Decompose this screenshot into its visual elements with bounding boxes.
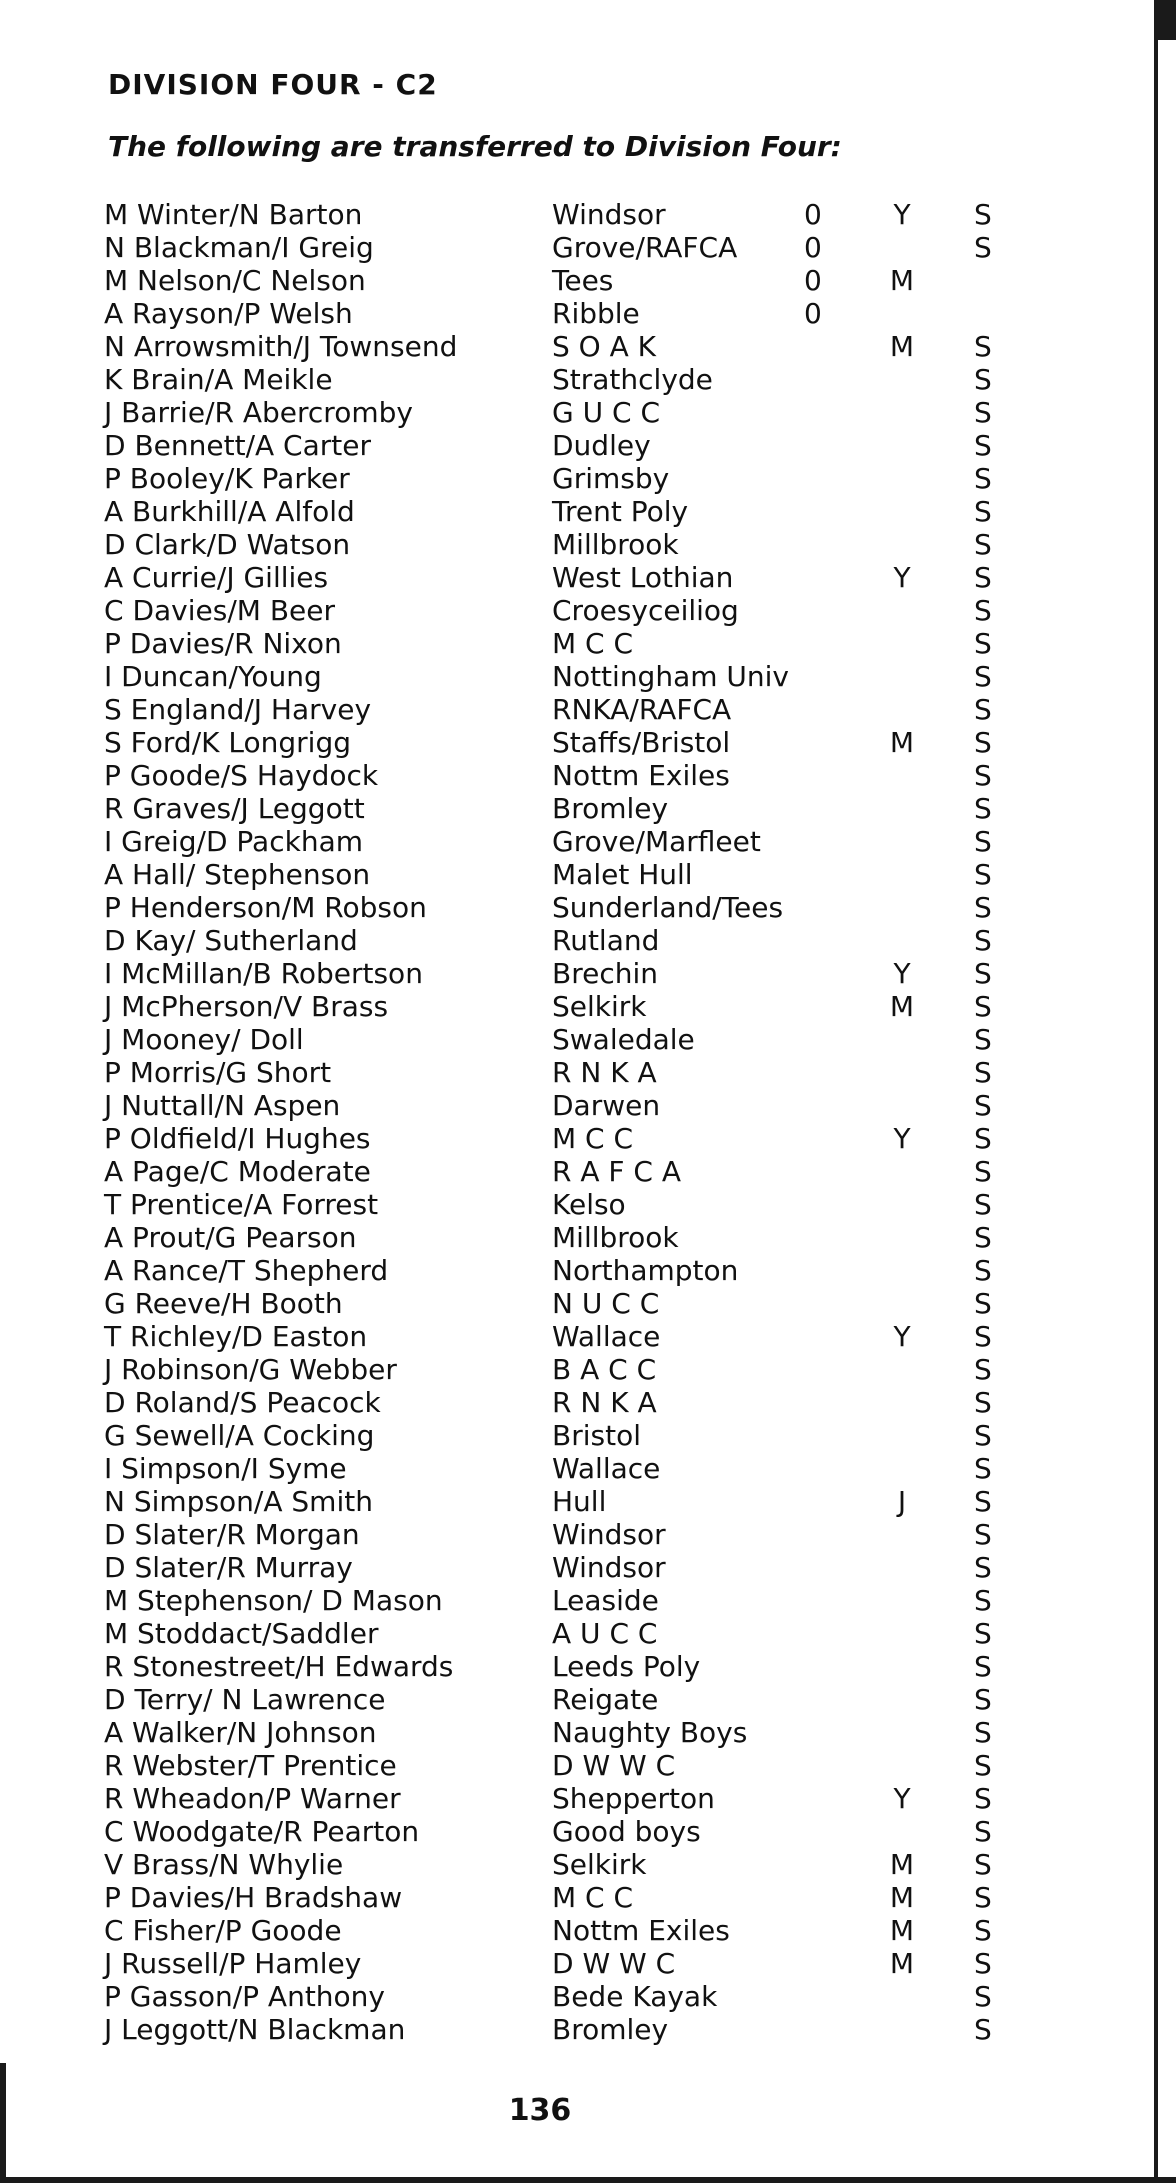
list-item <box>100 825 1020 858</box>
list-item <box>100 528 1020 561</box>
pair-names: S Ford/K Longrigg <box>104 726 351 759</box>
s-mark: S <box>974 1320 992 1353</box>
list-item <box>100 1023 1020 1056</box>
s-mark: S <box>974 1584 992 1617</box>
s-mark: S <box>974 2013 992 2046</box>
s-mark: S <box>974 825 992 858</box>
pair-names: J Mooney/ Doll <box>104 1023 304 1056</box>
category-code: J <box>897 1485 907 1518</box>
club-name: A U C C <box>552 1617 658 1650</box>
list-item <box>100 1452 1020 1485</box>
club-name: Dudley <box>552 429 651 462</box>
pair-names: A Page/C Moderate <box>104 1155 371 1188</box>
category-code: M <box>889 1881 915 1914</box>
list-item <box>100 561 1020 594</box>
club-name: Tees <box>552 264 614 297</box>
club-name: Staffs/Bristol <box>552 726 731 759</box>
zero-mark: 0 <box>804 198 822 231</box>
s-mark: S <box>974 1221 992 1254</box>
s-mark: S <box>974 1353 992 1386</box>
list-item <box>100 462 1020 495</box>
pair-names: D Kay/ Sutherland <box>104 924 358 957</box>
pair-names: A Rance/T Shepherd <box>104 1254 389 1287</box>
club-name: Sunderland/Tees <box>552 891 784 924</box>
s-mark: S <box>974 1188 992 1221</box>
list-item <box>100 594 1020 627</box>
s-mark: S <box>974 1254 992 1287</box>
s-mark: S <box>974 1683 992 1716</box>
s-mark: S <box>974 396 992 429</box>
zero-mark: 0 <box>804 297 822 330</box>
list-item <box>100 363 1020 396</box>
s-mark: S <box>974 1155 992 1188</box>
pair-names: D Bennett/A Carter <box>104 429 371 462</box>
club-name: M C C <box>552 1122 634 1155</box>
s-mark: S <box>974 1881 992 1914</box>
pair-names: P Davies/H Bradshaw <box>104 1881 403 1914</box>
pair-names: A Prout/G Pearson <box>104 1221 357 1254</box>
entries-list <box>100 198 1020 2046</box>
pair-names: T Prentice/A Forrest <box>104 1188 379 1221</box>
list-item <box>100 1551 1020 1584</box>
club-name: Wallace <box>552 1452 661 1485</box>
s-mark: S <box>974 1914 992 1947</box>
club-name: D W W C <box>552 1947 676 1980</box>
club-name: Wallace <box>552 1320 661 1353</box>
s-mark: S <box>974 726 992 759</box>
list-item <box>100 990 1020 1023</box>
list-item <box>100 429 1020 462</box>
list-item <box>100 957 1020 990</box>
list-item <box>100 1815 1020 1848</box>
pair-names: J Robinson/G Webber <box>104 1353 397 1386</box>
s-mark: S <box>974 231 992 264</box>
list-item <box>100 1386 1020 1419</box>
club-name: Bristol <box>552 1419 641 1452</box>
pair-names: P Booley/K Parker <box>104 462 350 495</box>
page-title: DIVISION FOUR - C2 <box>108 68 438 101</box>
club-name: Kelso <box>552 1188 626 1221</box>
list-item <box>100 1122 1020 1155</box>
list-item <box>100 396 1020 429</box>
club-name: Grove/RAFCA <box>552 231 738 264</box>
list-item <box>100 231 1020 264</box>
club-name: Strathclyde <box>552 363 713 396</box>
s-mark: S <box>974 495 992 528</box>
page-edge-corner <box>1158 0 1176 40</box>
category-code: M <box>889 1848 915 1881</box>
list-item <box>100 1881 1020 1914</box>
club-name: B A C C <box>552 1353 657 1386</box>
s-mark: S <box>974 957 992 990</box>
list-item <box>100 1782 1020 1815</box>
club-name: Bromley <box>552 2013 669 2046</box>
pair-names: M Nelson/C Nelson <box>104 264 366 297</box>
pair-names: A Walker/N Johnson <box>104 1716 377 1749</box>
list-item <box>100 1518 1020 1551</box>
club-name: Leaside <box>552 1584 659 1617</box>
category-code: M <box>889 990 915 1023</box>
pair-names: M Winter/N Barton <box>104 198 363 231</box>
list-item <box>100 264 1020 297</box>
s-mark: S <box>974 1089 992 1122</box>
list-item <box>100 1848 1020 1881</box>
zero-mark: 0 <box>804 264 822 297</box>
pair-names: R Wheadon/P Warner <box>104 1782 401 1815</box>
s-mark: S <box>974 594 992 627</box>
s-mark: S <box>974 759 992 792</box>
s-mark: S <box>974 1782 992 1815</box>
s-mark: S <box>974 1419 992 1452</box>
pair-names: P Gasson/P Anthony <box>104 1980 385 2013</box>
list-item <box>100 1650 1020 1683</box>
category-code: Y <box>893 1320 911 1353</box>
pair-names: R Graves/J Leggott <box>104 792 365 825</box>
s-mark: S <box>974 693 992 726</box>
list-item <box>100 1947 1020 1980</box>
club-name: RNKA/RAFCA <box>552 693 732 726</box>
club-name: Swaledale <box>552 1023 695 1056</box>
category-code: Y <box>893 957 911 990</box>
list-item <box>100 1617 1020 1650</box>
s-mark: S <box>974 1947 992 1980</box>
s-mark: S <box>974 462 992 495</box>
pair-names: A Hall/ Stephenson <box>104 858 371 891</box>
club-name: Millbrook <box>552 528 679 561</box>
list-item <box>100 2013 1020 2046</box>
pair-names: A Currie/J Gillies <box>104 561 329 594</box>
s-mark: S <box>974 924 992 957</box>
s-mark: S <box>974 429 992 462</box>
pair-names: C Woodgate/R Pearton <box>104 1815 420 1848</box>
pair-names: G Sewell/A Cocking <box>104 1419 375 1452</box>
pair-names: K Brain/A Meikle <box>104 363 333 396</box>
s-mark: S <box>974 198 992 231</box>
club-name: Malet Hull <box>552 858 693 891</box>
list-item <box>100 330 1020 363</box>
pair-names: T Richley/D Easton <box>104 1320 368 1353</box>
club-name: Hull <box>552 1485 607 1518</box>
pair-names: I Greig/D Packham <box>104 825 363 858</box>
club-name: Croesyceiliog <box>552 594 739 627</box>
list-item <box>100 660 1020 693</box>
s-mark: S <box>974 363 992 396</box>
category-code: Y <box>893 1782 911 1815</box>
pair-names: J McPherson/V Brass <box>104 990 389 1023</box>
club-name: Rutland <box>552 924 660 957</box>
pair-names: D Clark/D Watson <box>104 528 351 561</box>
club-name: Nottm Exiles <box>552 759 730 792</box>
pair-names: J Russell/P Hamley <box>104 1947 362 1980</box>
s-mark: S <box>974 660 992 693</box>
pair-names: M Stoddact/Saddler <box>104 1617 379 1650</box>
club-name: Northampton <box>552 1254 739 1287</box>
pair-names: D Slater/R Morgan <box>104 1518 360 1551</box>
club-name: Leeds Poly <box>552 1650 701 1683</box>
club-name: West Lothian <box>552 561 734 594</box>
club-name: Windsor <box>552 1518 666 1551</box>
s-mark: S <box>974 528 992 561</box>
list-item <box>100 1683 1020 1716</box>
pair-names: S England/J Harvey <box>104 693 372 726</box>
club-name: Selkirk <box>552 990 647 1023</box>
pair-names: P Henderson/M Robson <box>104 891 427 924</box>
list-item <box>100 924 1020 957</box>
pair-names: A Burkhill/A Alfold <box>104 495 355 528</box>
pair-names: N Simpson/A Smith <box>104 1485 373 1518</box>
club-name: Trent Poly <box>552 495 689 528</box>
list-item <box>100 693 1020 726</box>
list-item <box>100 726 1020 759</box>
pair-names: R Webster/T Prentice <box>104 1749 397 1782</box>
s-mark: S <box>974 1749 992 1782</box>
s-mark: S <box>974 1287 992 1320</box>
s-mark: S <box>974 1122 992 1155</box>
club-name: Windsor <box>552 198 666 231</box>
list-item <box>100 1287 1020 1320</box>
page-edge-right <box>1146 0 1176 2183</box>
list-item <box>100 1221 1020 1254</box>
pair-names: P Morris/G Short <box>104 1056 332 1089</box>
s-mark: S <box>974 1617 992 1650</box>
category-code: M <box>889 1914 915 1947</box>
club-name: D W W C <box>552 1749 676 1782</box>
list-item <box>100 1254 1020 1287</box>
s-mark: S <box>974 1023 992 1056</box>
s-mark: S <box>974 1815 992 1848</box>
zero-mark: 0 <box>804 231 822 264</box>
pair-names: A Rayson/P Welsh <box>104 297 353 330</box>
category-code: M <box>889 726 915 759</box>
s-mark: S <box>974 891 992 924</box>
pair-names: D Roland/S Peacock <box>104 1386 381 1419</box>
s-mark: S <box>974 1716 992 1749</box>
club-name: R N K A <box>552 1386 657 1419</box>
list-item <box>100 1980 1020 2013</box>
pair-names: P Davies/R Nixon <box>104 627 342 660</box>
list-item <box>100 792 1020 825</box>
pair-names: N Blackman/I Greig <box>104 231 374 264</box>
club-name: M C C <box>552 1881 634 1914</box>
s-mark: S <box>974 1551 992 1584</box>
s-mark: S <box>974 1848 992 1881</box>
club-name: Selkirk <box>552 1848 647 1881</box>
pair-names: J Leggott/N Blackman <box>104 2013 406 2046</box>
s-mark: S <box>974 561 992 594</box>
list-item <box>100 1914 1020 1947</box>
pair-names: G Reeve/H Booth <box>104 1287 343 1320</box>
s-mark: S <box>974 1452 992 1485</box>
club-name: Naughty Boys <box>552 1716 748 1749</box>
club-name: R N K A <box>552 1056 657 1089</box>
category-code: M <box>889 264 915 297</box>
s-mark: S <box>974 990 992 1023</box>
s-mark: S <box>974 792 992 825</box>
list-item <box>100 1485 1020 1518</box>
pair-names: J Nuttall/N Aspen <box>104 1089 341 1122</box>
club-name: Grove/Marfleet <box>552 825 761 858</box>
club-name: Nottingham Univ <box>552 660 790 693</box>
list-item <box>100 1584 1020 1617</box>
pair-names: I Simpson/I Syme <box>104 1452 347 1485</box>
club-name: N U C C <box>552 1287 660 1320</box>
list-item <box>100 1155 1020 1188</box>
pair-names: J Barrie/R Abercromby <box>104 396 413 429</box>
club-name: Millbrook <box>552 1221 679 1254</box>
list-item <box>100 1419 1020 1452</box>
category-code: Y <box>893 198 911 231</box>
category-code: Y <box>893 561 911 594</box>
s-mark: S <box>974 858 992 891</box>
list-item <box>100 858 1020 891</box>
s-mark: S <box>974 1980 992 2013</box>
pair-names: C Fisher/P Goode <box>104 1914 342 1947</box>
pair-names: P Oldfield/I Hughes <box>104 1122 371 1155</box>
s-mark: S <box>974 1518 992 1551</box>
list-item <box>100 198 1020 231</box>
club-name: Grimsby <box>552 462 670 495</box>
club-name: Windsor <box>552 1551 666 1584</box>
club-name: Bromley <box>552 792 669 825</box>
s-mark: S <box>974 1056 992 1089</box>
list-item <box>100 1716 1020 1749</box>
pair-names: R Stonestreet/H Edwards <box>104 1650 454 1683</box>
club-name: M C C <box>552 627 634 660</box>
list-item <box>100 1089 1020 1122</box>
club-name: Brechin <box>552 957 658 990</box>
pair-names: C Davies/M Beer <box>104 594 335 627</box>
pair-names: D Slater/R Murray <box>104 1551 353 1584</box>
club-name: Nottm Exiles <box>552 1914 730 1947</box>
club-name: Reigate <box>552 1683 659 1716</box>
club-name: Darwen <box>552 1089 661 1122</box>
s-mark: S <box>974 1650 992 1683</box>
list-item <box>100 495 1020 528</box>
pair-names: P Goode/S Haydock <box>104 759 379 792</box>
page-number: 136 <box>508 2093 572 2128</box>
list-item <box>100 297 1020 330</box>
list-item <box>100 1320 1020 1353</box>
list-item <box>100 1056 1020 1089</box>
club-name: S O A K <box>552 330 657 363</box>
club-name: R A F C A <box>552 1155 682 1188</box>
club-name: Ribble <box>552 297 640 330</box>
list-item <box>100 891 1020 924</box>
s-mark: S <box>974 1386 992 1419</box>
s-mark: S <box>974 1485 992 1518</box>
category-code: M <box>889 330 915 363</box>
page-edge-bottom <box>0 2177 1176 2183</box>
category-code: Y <box>893 1122 911 1155</box>
list-item <box>100 1749 1020 1782</box>
pair-names: D Terry/ N Lawrence <box>104 1683 386 1716</box>
page-subtitle: The following are transferred to Division Four: <box>108 130 842 163</box>
club-name: G U C C <box>552 396 660 429</box>
pair-names: I Duncan/Young <box>104 660 322 693</box>
list-item <box>100 627 1020 660</box>
club-name: Good boys <box>552 1815 701 1848</box>
club-name: Bede Kayak <box>552 1980 718 2013</box>
pair-names: M Stephenson/ D Mason <box>104 1584 443 1617</box>
list-item <box>100 1188 1020 1221</box>
pair-names: I McMillan/B Robertson <box>104 957 423 990</box>
club-name: Shepperton <box>552 1782 715 1815</box>
category-code: M <box>889 1947 915 1980</box>
list-item <box>100 759 1020 792</box>
pair-names: N Arrowsmith/J Townsend <box>104 330 458 363</box>
list-item <box>100 1353 1020 1386</box>
s-mark: S <box>974 627 992 660</box>
s-mark: S <box>974 330 992 363</box>
pair-names: V Brass/N Whylie <box>104 1848 344 1881</box>
